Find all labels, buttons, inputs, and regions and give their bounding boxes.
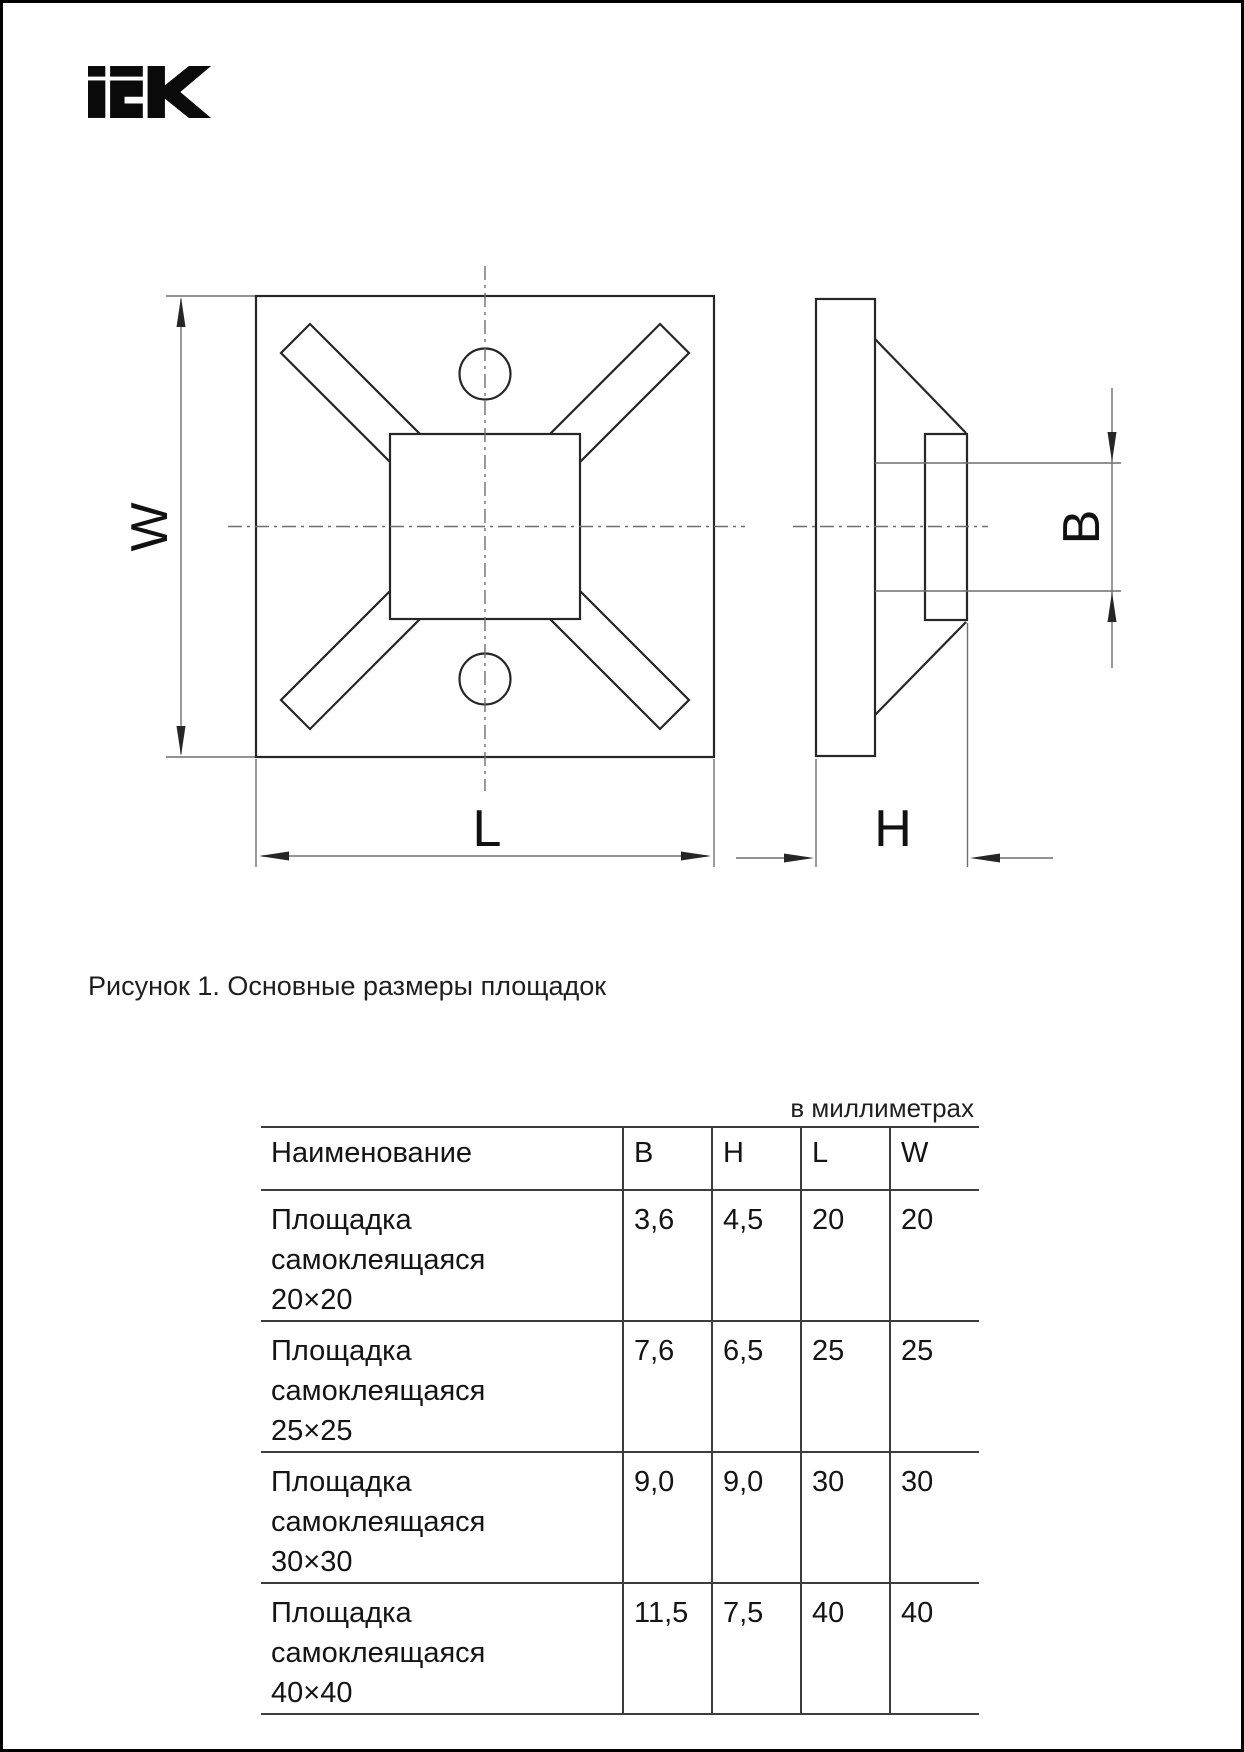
table-row <box>261 1321 979 1452</box>
table-row <box>261 1452 979 1583</box>
header-name: Наименование <box>261 1127 623 1190</box>
product-name-line2: 25×25 <box>271 1415 353 1447</box>
dimension-h <box>736 800 1053 863</box>
cell-b: 9,0 <box>623 1452 712 1583</box>
front-view <box>121 266 745 867</box>
cell-h: 4,5 <box>712 1190 801 1321</box>
label-w: W <box>121 502 180 552</box>
dimension-w <box>121 297 185 756</box>
cell-w: 30 <box>890 1452 979 1583</box>
technical-drawing <box>3 3 1244 903</box>
cell-h: 9,0 <box>712 1452 801 1583</box>
header-b: B <box>623 1127 712 1190</box>
flange-profile <box>816 299 875 756</box>
cell-b: 3,6 <box>623 1190 712 1321</box>
table-row <box>261 1583 979 1714</box>
label-l: L <box>472 800 502 858</box>
label-h: H <box>874 800 912 858</box>
product-name-line2: 20×20 <box>271 1284 353 1316</box>
units-note: в миллиметрах <box>790 1093 974 1123</box>
header-w: W <box>890 1127 979 1190</box>
cell-l: 30 <box>801 1452 890 1583</box>
product-name-line1: Площадка самоклеящаяся <box>271 1204 486 1276</box>
table-row <box>261 1190 979 1321</box>
product-name-line1: Площадка самоклеящаяся <box>271 1597 486 1669</box>
cell-b: 11,5 <box>623 1583 712 1714</box>
product-name-line2: 30×30 <box>271 1546 353 1578</box>
table-header-row <box>261 1127 979 1190</box>
product-name-line1: Площадка самоклеящаяся <box>271 1335 486 1407</box>
dimension-b <box>1053 388 1116 668</box>
cell-l: 40 <box>801 1583 890 1714</box>
cell-w: 20 <box>890 1190 979 1321</box>
cell-l: 25 <box>801 1321 890 1452</box>
cell-h: 6,5 <box>712 1321 801 1452</box>
cell-name <box>261 1583 623 1714</box>
product-name-line2: 40×40 <box>271 1677 353 1709</box>
header-l: L <box>801 1127 890 1190</box>
cell-name <box>261 1321 623 1452</box>
cell-w: 25 <box>890 1321 979 1452</box>
label-b: B <box>1053 509 1112 545</box>
dimension-l <box>259 800 711 861</box>
dimensions-table <box>261 1126 979 1715</box>
cell-w: 40 <box>890 1583 979 1714</box>
product-name-line1: Площадка самоклеящаяся <box>271 1466 486 1538</box>
cell-name <box>261 1452 623 1583</box>
cell-name <box>261 1190 623 1321</box>
header-h: H <box>712 1127 801 1190</box>
cell-l: 20 <box>801 1190 890 1321</box>
cell-h: 7,5 <box>712 1583 801 1714</box>
cell-b: 7,6 <box>623 1321 712 1452</box>
figure-caption: Рисунок 1. Основные размеры площадок <box>88 971 607 1001</box>
side-view <box>736 299 1121 867</box>
